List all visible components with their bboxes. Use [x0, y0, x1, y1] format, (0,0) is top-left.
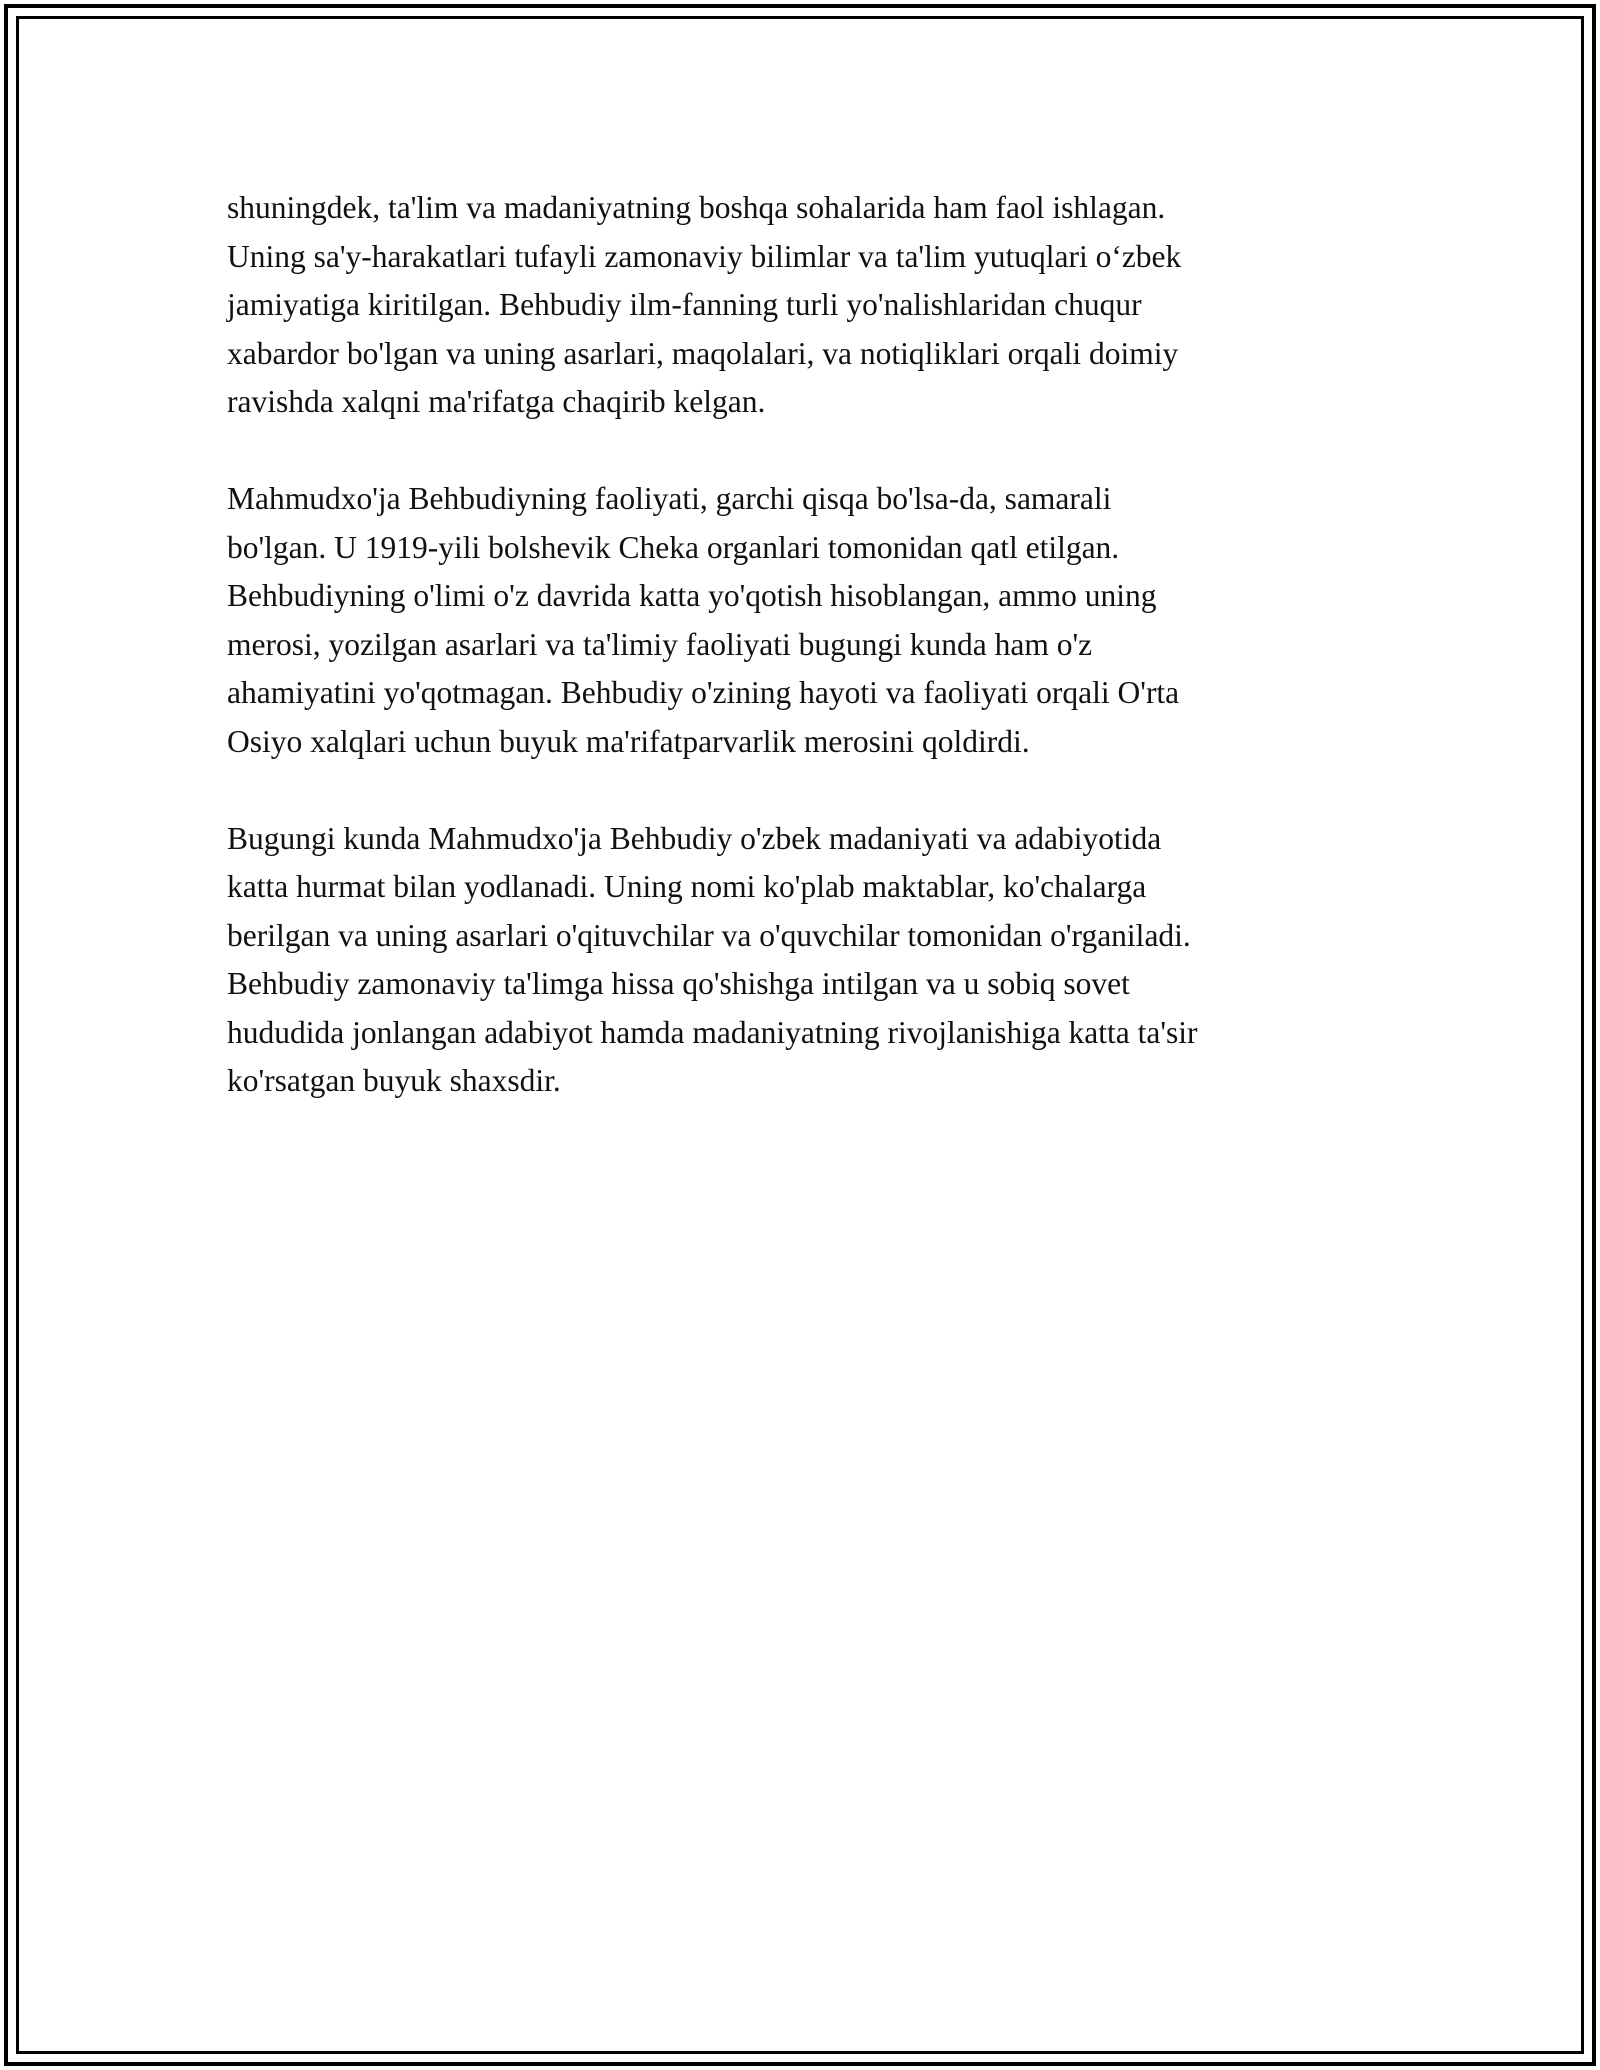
text-line: merosi, yozilgan asarlari va ta'limiy faoliyati bugungi kunda ham o'z [227, 626, 1093, 662]
text-line: ravishda xalqni ma'rifatga chaqirib kelgan. [227, 384, 766, 419]
text-line: hududida jonlangan adabiyot hamda madaniyatning rivojlanishiga katta ta'sir [227, 1014, 1198, 1050]
text-line: katta hurmat bilan yodlanadi. Uning nomi ko'plab maktablar, ko'chalarga [227, 869, 1147, 904]
text-line: bo'lgan. U 1919-yili bolshevik Cheka organlari tomonidan qatl etilgan. [227, 529, 1120, 565]
text-line: Behbudiyning o'limi o'z davrida katta yo'qotish hisoblangan, ammo uning [227, 578, 1157, 613]
document-body [227, 184, 1387, 1154]
paragraph-1 [227, 184, 1387, 427]
text-line: Osiyo xalqlari uchun buyuk ma'rifatparvarlik merosini qoldirdi. [227, 723, 1030, 759]
paragraph-2 [227, 475, 1387, 766]
text-line: xabardor bo'lgan va uning asarlari, maqolalari, va notiqliklari orqali doimiy [227, 335, 1179, 371]
text-line: Mahmudxo'ja Behbudiyning faoliyati, garchi qisqa bo'lsa-da, samarali [227, 481, 1112, 516]
text-line: Uning sa'y-harakatlari tufayli zamonaviy bilimlar va ta'lim yutuqlari o‘zbek [227, 238, 1182, 274]
text-line: jamiyatiga kiritilgan. Behbudiy ilm-fanning turli yo'nalishlaridan chuqur [227, 287, 1142, 322]
text-line: shuningdek, ta'lim va madaniyatning boshqa sohalarida ham faol ishlagan. [227, 190, 1166, 225]
text-line: berilgan va uning asarlari o'qituvchilar va o'quvchilar tomonidan o'rganiladi. [227, 917, 1191, 953]
text-line: Behbudiy zamonaviy ta'limga hissa qo'shishga intilgan va u sobiq sovet [227, 966, 1130, 1001]
text-line: ko'rsatgan buyuk shaxsdir. [227, 1063, 561, 1098]
text-line: Bugungi kunda Mahmudxo'ja Behbudiy o'zbek madaniyati va adabiyotida [227, 820, 1162, 856]
text-line: ahamiyatini yo'qotmagan. Behbudiy o'zining hayoti va faoliyati orqali O'rta [227, 675, 1180, 710]
paragraph-3 [227, 815, 1387, 1106]
